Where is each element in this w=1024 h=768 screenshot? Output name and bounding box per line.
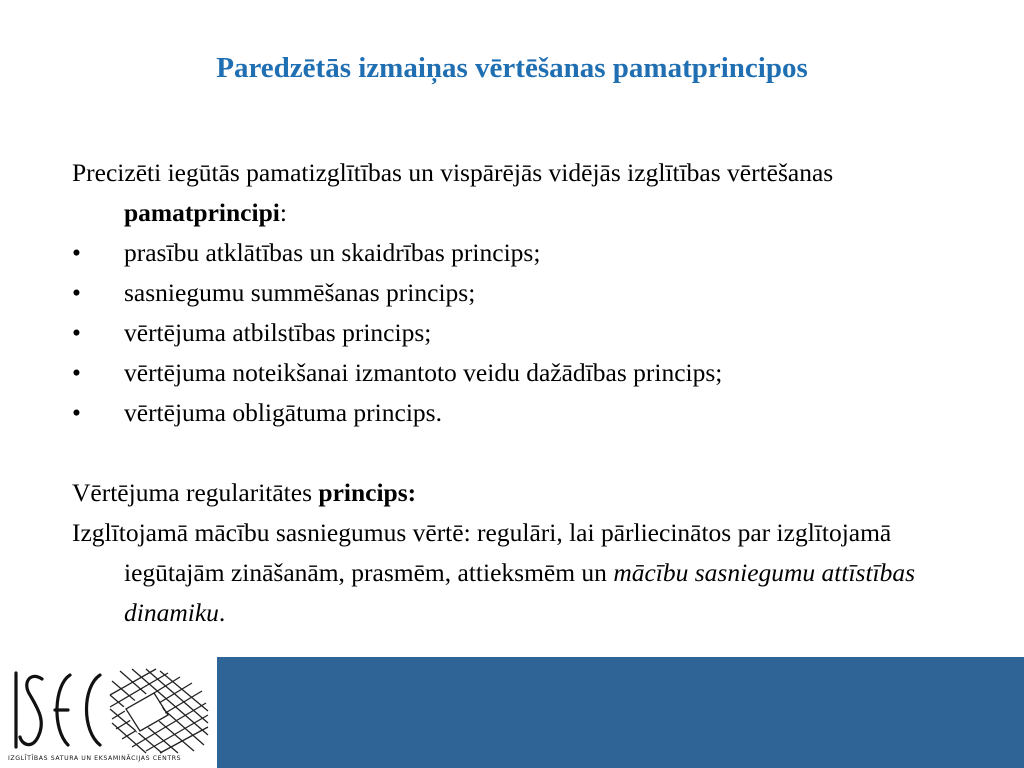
- list-item-text: prasību atklātības un skaidrības princips;: [124, 238, 541, 267]
- list-item-text: vērtējuma atbilstības princips;: [124, 318, 432, 347]
- assessment-italic: mācību sasniegumu attīstības dinamiku: [124, 558, 916, 627]
- regularity-text: Vērtējuma regularitātes: [72, 478, 319, 507]
- intro-bold: pamatprincipi: [124, 198, 280, 227]
- list-item-text: vērtējuma noteikšanai izmantoto veidu dažādības princips;: [124, 358, 723, 387]
- list-item: [72, 233, 972, 273]
- isec-logo-icon: [8, 665, 213, 755]
- bullet-icon: •: [72, 318, 81, 347]
- list-item: [72, 273, 972, 313]
- isec-logo: [0, 657, 217, 768]
- assessment-suffix: .: [218, 598, 226, 627]
- bullet-icon: •: [72, 238, 81, 267]
- bullet-icon: •: [72, 398, 81, 427]
- assessment-paragraph: [72, 513, 972, 633]
- intro-suffix: :: [279, 198, 287, 227]
- logo-caption: IZGLĪTĪBAS SATURA UN EKSAMINĀCIJAS CENTRS: [8, 755, 182, 762]
- list-item-text: sasniegumu summēšanas princips;: [124, 278, 476, 307]
- assessment-text: Izglītojamā mācību sasniegumus vērtē: regulāri, lai pārliecinātos par izglītojamā iegūtajām zināšanām, prasmēm, attieksmēm un: [72, 518, 892, 587]
- bullet-icon: •: [72, 358, 81, 387]
- spacer: [72, 433, 972, 473]
- regularity-heading: [72, 473, 972, 513]
- list-item: [72, 313, 972, 353]
- list-item-text: vērtējuma obligātuma princips.: [124, 398, 442, 427]
- list-item: [72, 353, 972, 393]
- slide-body: [72, 153, 972, 633]
- principles-list: [72, 233, 972, 433]
- regularity-bold: princips:: [318, 478, 417, 507]
- slide-title: Paredzētās izmaiņas vērtēšanas pamatprincipos: [216, 52, 808, 84]
- list-item: [72, 393, 972, 433]
- bullet-icon: •: [72, 278, 81, 307]
- intro-text: Precizēti iegūtās pamatizglītības un vispārējās vidējās izglītības vērtēšanas: [72, 158, 834, 187]
- intro-paragraph: [72, 153, 972, 233]
- footer-bar: [0, 657, 1024, 768]
